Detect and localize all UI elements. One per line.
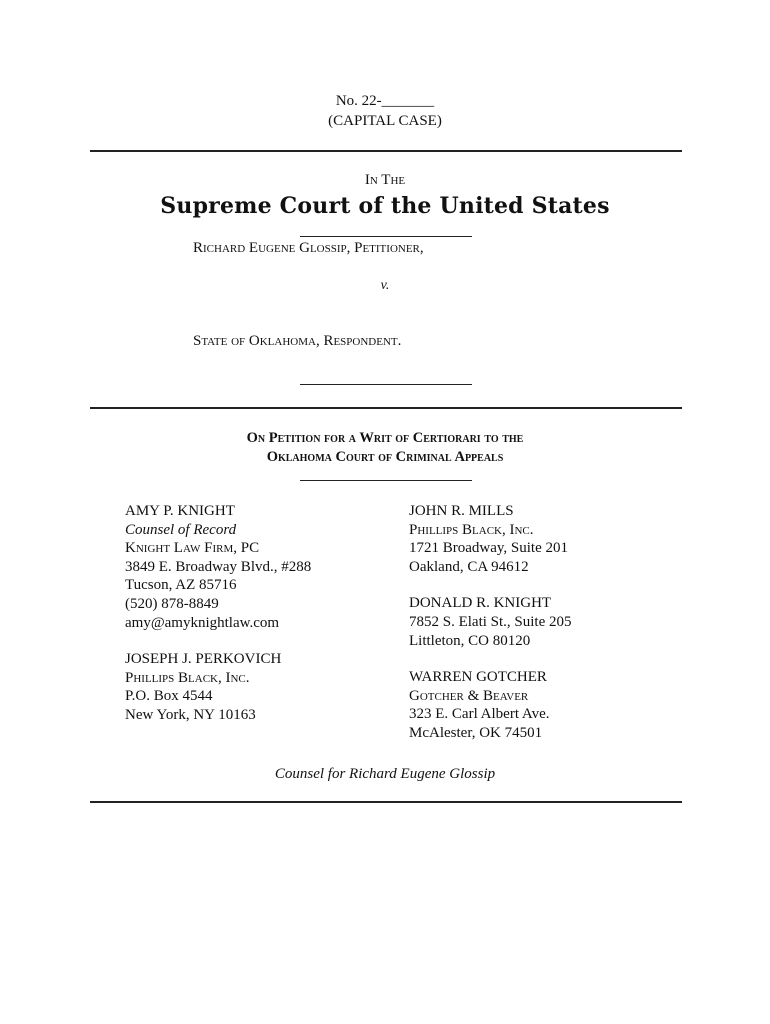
bottom-rule	[90, 801, 682, 803]
address-line: New York, NY 10163	[125, 706, 256, 723]
address-line: P.O. Box 4544	[125, 688, 213, 705]
counsel-block	[409, 502, 572, 576]
parties-rule	[300, 384, 472, 385]
counsel-name: JOHN R. MILLS	[409, 503, 514, 519]
docket-number: No. 22-_______	[335, 93, 435, 109]
address-line: 3849 E. Broadway Blvd., #288	[125, 558, 312, 575]
address-line: 7852 S. Elati St., Suite 205	[409, 613, 572, 630]
counsel-name: DONALD R. KNIGHT	[409, 595, 552, 612]
address-line: McAlester, OK 74501	[409, 724, 543, 741]
versus: v.	[380, 278, 390, 293]
heading-rule	[300, 480, 472, 481]
address-line: Tucson, AZ 85716	[125, 577, 237, 594]
counsel-name: JOSEPH J. PERKOVICH	[125, 651, 282, 668]
email-address: amy@amyknightlaw.com	[125, 614, 280, 631]
counsel-name: WARREN GOTCHER	[409, 669, 547, 686]
counsel-block	[409, 668, 572, 742]
case-type: (CAPITAL CASE)	[328, 113, 442, 129]
address-line: 323 E. Carl Albert Ave.	[409, 706, 550, 723]
counsel-block	[125, 650, 311, 724]
counsel-role: Counsel of Record	[125, 521, 237, 538]
court-underline	[300, 236, 472, 237]
petition-heading-line2: Oklahoma Court of Criminal Appeals	[266, 449, 504, 465]
middle-rule	[90, 407, 682, 409]
phone-number: (520) 878-8849	[125, 595, 219, 612]
address-line: Littleton, CO 80120	[409, 632, 531, 649]
address-line: Oakland, CA 94612	[409, 558, 529, 575]
petition-heading-line1: On Petition for a Writ of Certiorari to the	[246, 430, 524, 446]
counsel-firm: Gotcher & Beaver	[409, 687, 529, 704]
counsel-firm: Phillips Black, Inc.	[125, 669, 250, 686]
petitioner-line: Richard Eugene Glossip, Petitioner,	[193, 240, 424, 256]
counsel-block	[409, 594, 572, 650]
counsel-left-column	[125, 502, 311, 725]
court-name: Supreme Court of the United States	[160, 193, 610, 219]
counsel-block	[125, 502, 311, 632]
counsel-name: AMY P. KNIGHT	[125, 503, 235, 519]
address-line: 1721 Broadway, Suite 201	[409, 540, 569, 557]
counsel-firm: Phillips Black, Inc.	[409, 521, 534, 538]
top-rule	[90, 150, 682, 152]
counsel-right-column	[409, 502, 572, 743]
respondent-line: State of Oklahoma, Respondent.	[193, 333, 402, 349]
counsel-firm: Knight Law Firm, PC	[125, 540, 260, 557]
in-the-label: In The	[364, 172, 406, 188]
counsel-for-line: Counsel for Richard Eugene Glossip	[274, 766, 496, 782]
